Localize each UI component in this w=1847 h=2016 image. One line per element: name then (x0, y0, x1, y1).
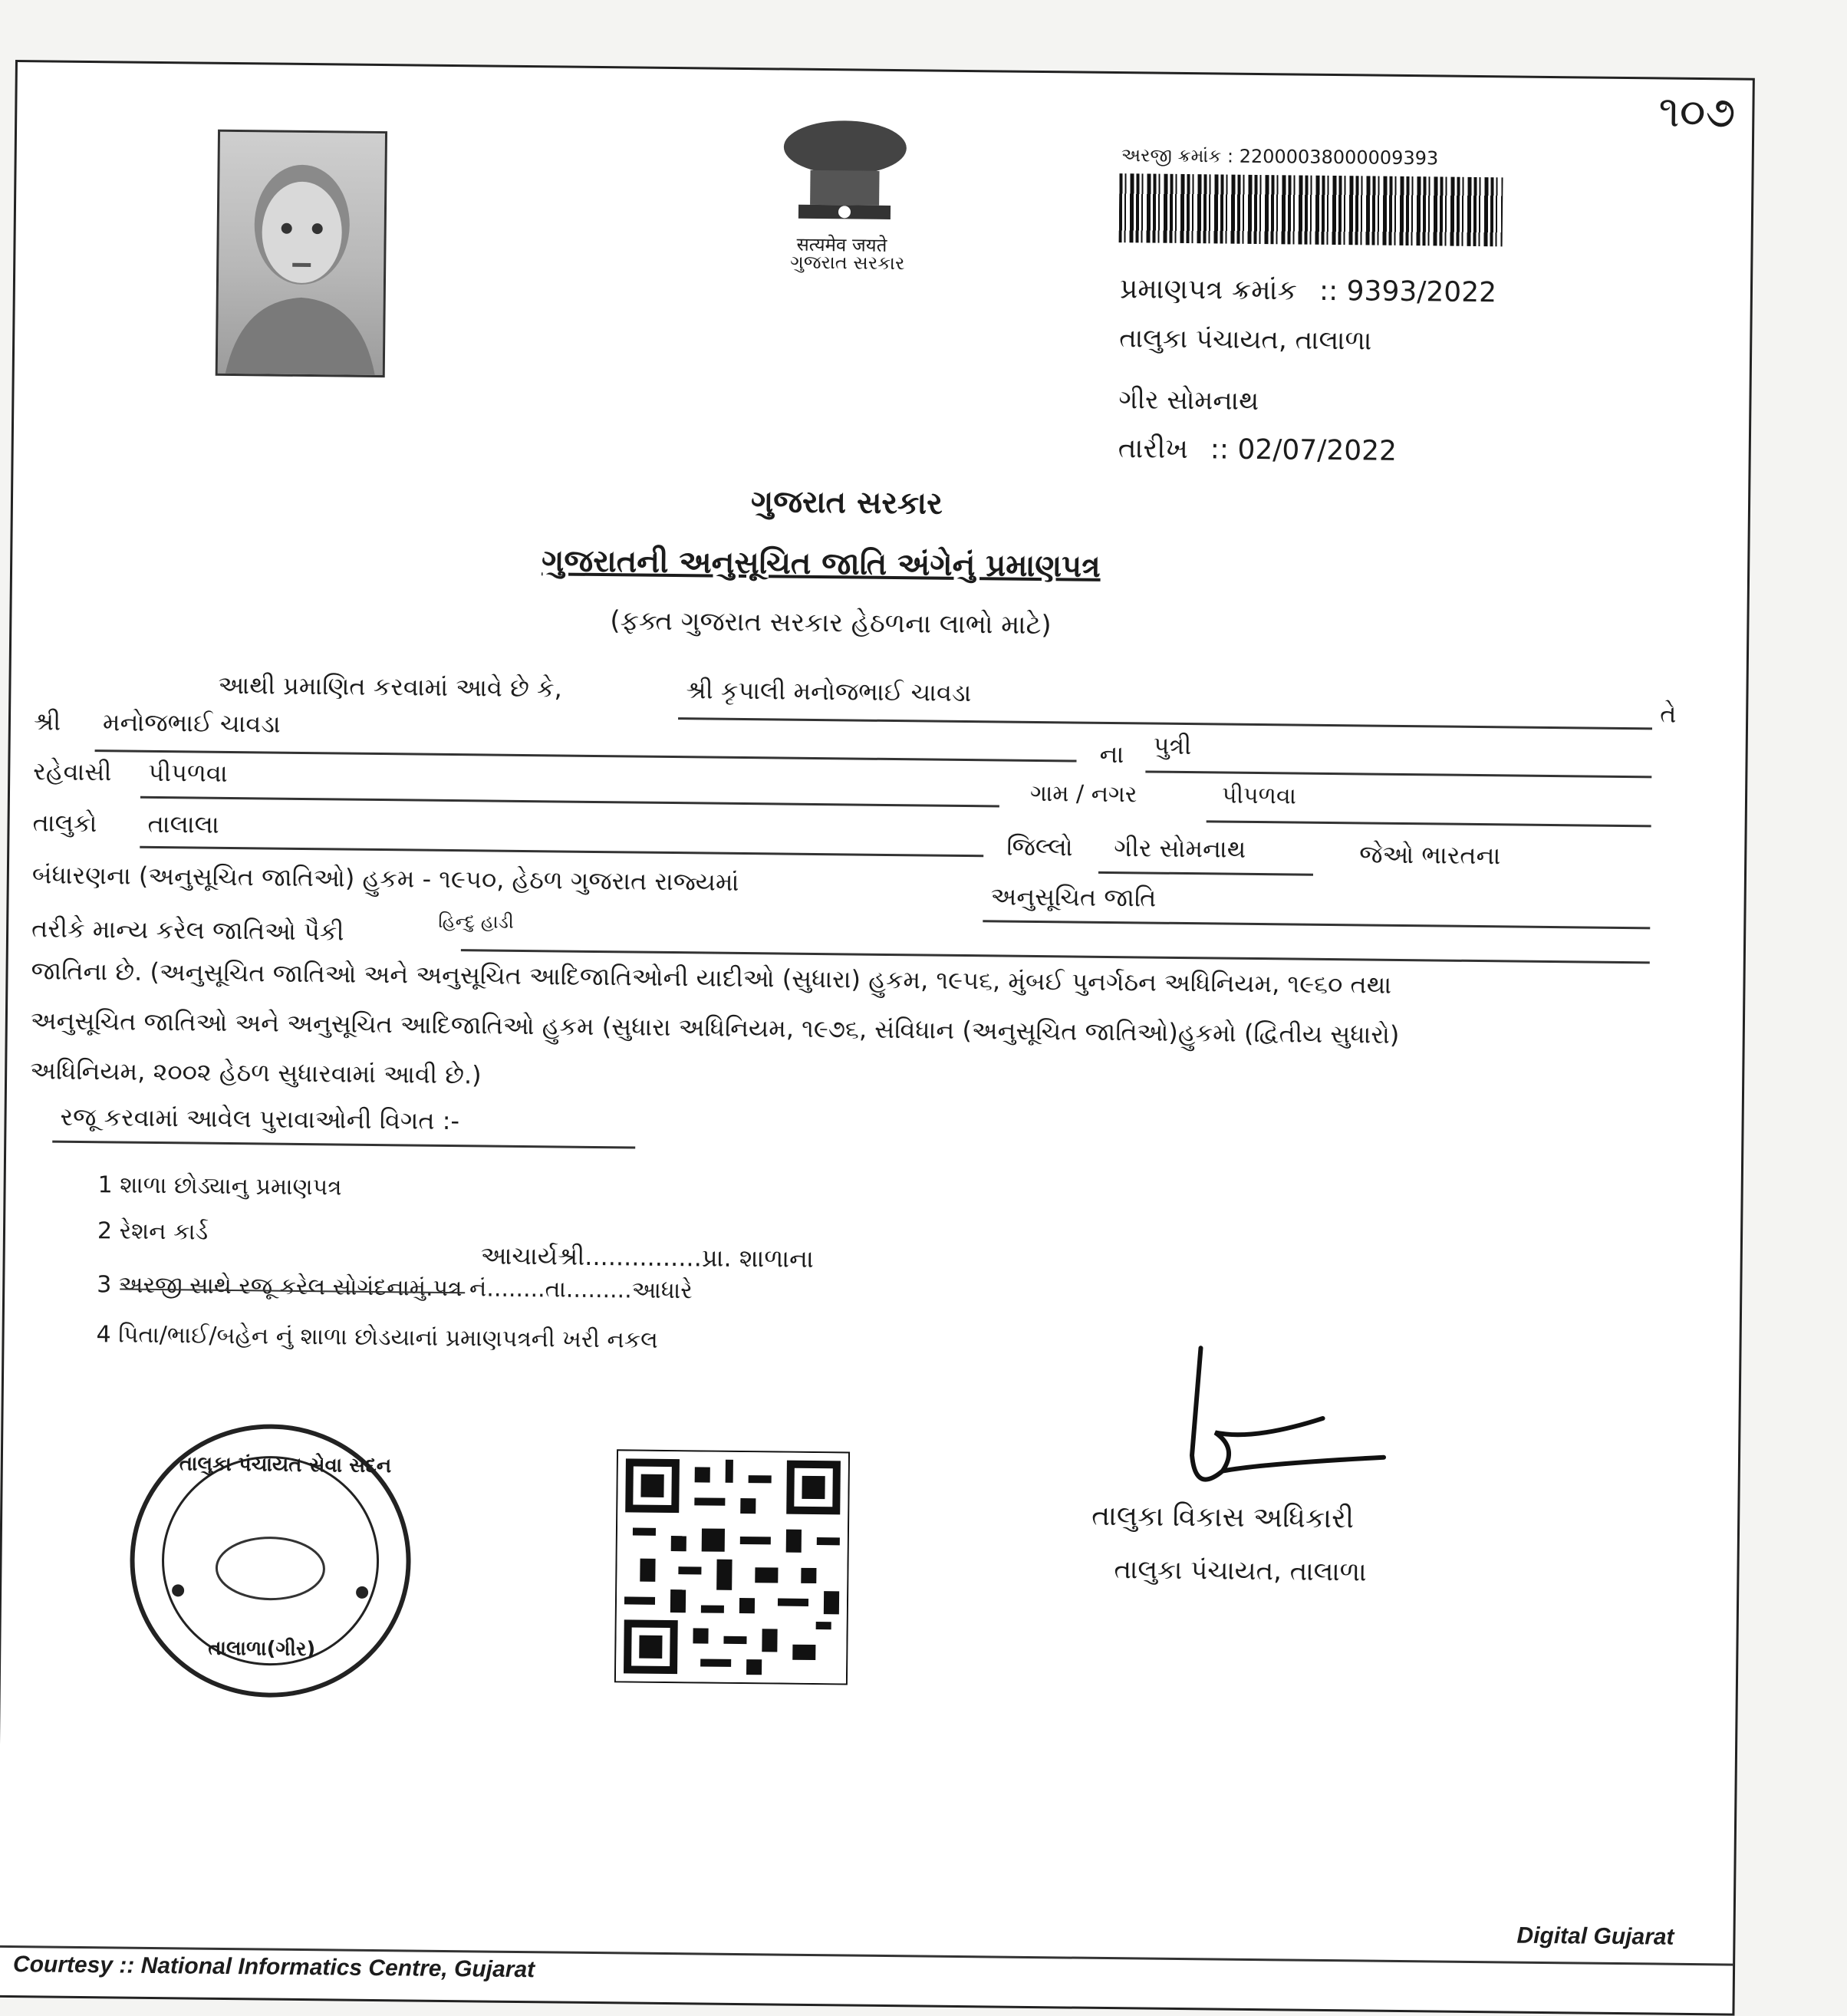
village-line (1207, 820, 1651, 827)
father-name: મનોજભાઈ ચાવડા (102, 707, 281, 739)
office-seal (123, 1414, 418, 1708)
legal-paragraph-line-2: અનુસૂચિત જાતિઓ અને અનુસૂચિત આદિજાતિઓ હુકમ (સુધારા અધિનિયમ, ૧૯૭૬, સંવિધાન (અનુસૂચિત જાતિઓ)હુકમો (દ્વિતીય સુધારો) (30, 1006, 1400, 1049)
na-text: ના (1099, 739, 1124, 769)
taluka-label: તાલુકો (32, 808, 97, 838)
evidence-item-4: 4 પિતા/ભાઈ/બહેન નું શાળા છોડયાનાં પ્રમાણપત્રની ખરી નકલ (96, 1321, 658, 1354)
signatory-title: તાલુકા વિકાસ અધિકારી (1091, 1500, 1355, 1535)
district-label: જિલ્લો (1006, 832, 1073, 862)
relation-value: પુત્રી (1153, 730, 1192, 761)
handwritten-signature-icon (1168, 1340, 1400, 1527)
legal-paragraph-line-3: અધિનિયમ, ૨૦૦૨ હેઠળ સુધારવામાં આવી છે.) (30, 1056, 482, 1090)
evidence-overlay: આચાર્યશ્રી...............પ્રા. શાળાના (480, 1240, 814, 1273)
certify-text: આથી પ્રમાણિત કરવામાં આવે છે કે, (218, 670, 562, 703)
office-header: તાલુકા પંચાયત, તાલાળા (1119, 323, 1372, 357)
page-number-handwritten: ૧૦૭ (1658, 87, 1736, 138)
father-name-line (95, 749, 1077, 762)
heading: ગુજરાત સરકાર (750, 484, 943, 522)
taluka-value: તાલાલા (147, 809, 219, 839)
district-line (1098, 871, 1313, 876)
evidence-heading-line (52, 1141, 635, 1149)
signature (1168, 1340, 1400, 1527)
village-value: પીપળવા (1221, 782, 1297, 810)
qr-code-icon (616, 1451, 848, 1683)
qr-code (614, 1449, 850, 1685)
relation-line (1145, 770, 1651, 778)
certificate-title: ગુજરાતની અનુસૂચિત જાતિ અંગેનું પ્રમાણપત્ર (541, 543, 1101, 585)
person-name-line (678, 717, 1652, 730)
seal-text-bottom: તાલાળા(ગીર) (208, 1636, 316, 1662)
district-value: ગીર સોમનાથ (1114, 833, 1246, 864)
legal-paragraph-line-1: જાતિના છે. (અનુસૂચિત જાતિઓ અને અનુસૂચિત આદિજાતિઓની યાદીઓ (સુધારા) હુકમ, ૧૯૫૬, મુંબઈ પુનર્ગઠન અધિનિયમ, ૧૯૬૦ તથા (31, 956, 1392, 1000)
footer-digital-gujarat: Digital Gujarat (1516, 1922, 1674, 1950)
application-number: અરજી ક્રમાંક : 22000038000009393 (1121, 144, 1439, 170)
emblem-motto: सत्यमेव जयते (796, 233, 887, 256)
signatory-office: તાલુકા પંચાયત, તાલાળા (1114, 1554, 1367, 1588)
recognized-text: તરીકે માન્ય કરેલ જાતિઓ પૈકી (31, 914, 344, 947)
applicant-photo (216, 130, 387, 377)
indian-text: જેઓ ભારતના (1359, 839, 1501, 871)
certificate-number-label: પ્રમાણપત્ર ક્રમાંક (1119, 273, 1298, 307)
village-label: ગામ / નગર (1029, 779, 1138, 809)
district-header: ગીર સોમનાથ (1118, 384, 1259, 417)
evidence-item-3: 3 અરજી સાથે રજૂ કરેલ સોગંદનામું.પત્ર નં........તા.........આધારે (97, 1271, 693, 1305)
national-emblem (767, 108, 922, 275)
date-label: તારીખ (1118, 433, 1189, 466)
barcode (1119, 173, 1503, 246)
ashoka-emblem-icon (768, 108, 923, 232)
evidence-item-1: 1 શાળા છોડ્યાનુ પ્રમાણપત્ર (97, 1171, 342, 1201)
evidence-item-2: 2 રેશન કાર્ડ (97, 1217, 209, 1246)
te-text: તે (1659, 699, 1677, 729)
evidence-heading: રજૂ કરવામાં આવેલ પુરાવાઓની વિગત :- (60, 1102, 460, 1136)
resident-value: પીપળવા (148, 757, 228, 788)
resident-line (140, 796, 999, 808)
shri-label: શ્રી (33, 707, 61, 736)
person-photo-icon (218, 132, 385, 375)
certificate-sheet (0, 60, 1755, 2016)
caste-value: હિન્દુ હાડી (438, 910, 514, 933)
certificate-number-value: :: 9393/2022 (1319, 275, 1497, 309)
footer-courtesy: Courtesy :: National Informatics Centre, Gujarat (12, 1952, 535, 1983)
person-name: શ્રી કૃપાલી મનોજભાઈ ચાવડા (686, 675, 972, 708)
category-line (983, 920, 1650, 929)
taluka-line (140, 846, 983, 858)
caste-line (461, 949, 1650, 964)
seal-text-top: તાલુકા પંચાયત સેવા સદન (179, 1452, 392, 1478)
category-value: અનુસૂચિત જાતિ (990, 881, 1157, 913)
certificate-subtitle: (ફક્ત ગુજરાત સરકાર હેઠળના લાભો માટે) (610, 605, 1052, 641)
constitution-text: બંધારણના (અનુસૂચિત જાતિઓ) હુકમ - ૧૯૫૦, હેઠળ ગુજરાત રાજ્યમાં (31, 860, 739, 897)
resident-label: રહેવાસી (33, 756, 112, 787)
emblem-gujarat-sarkar: ગુજરાત સરકાર (790, 251, 905, 275)
date-value: :: 02/07/2022 (1210, 433, 1398, 467)
